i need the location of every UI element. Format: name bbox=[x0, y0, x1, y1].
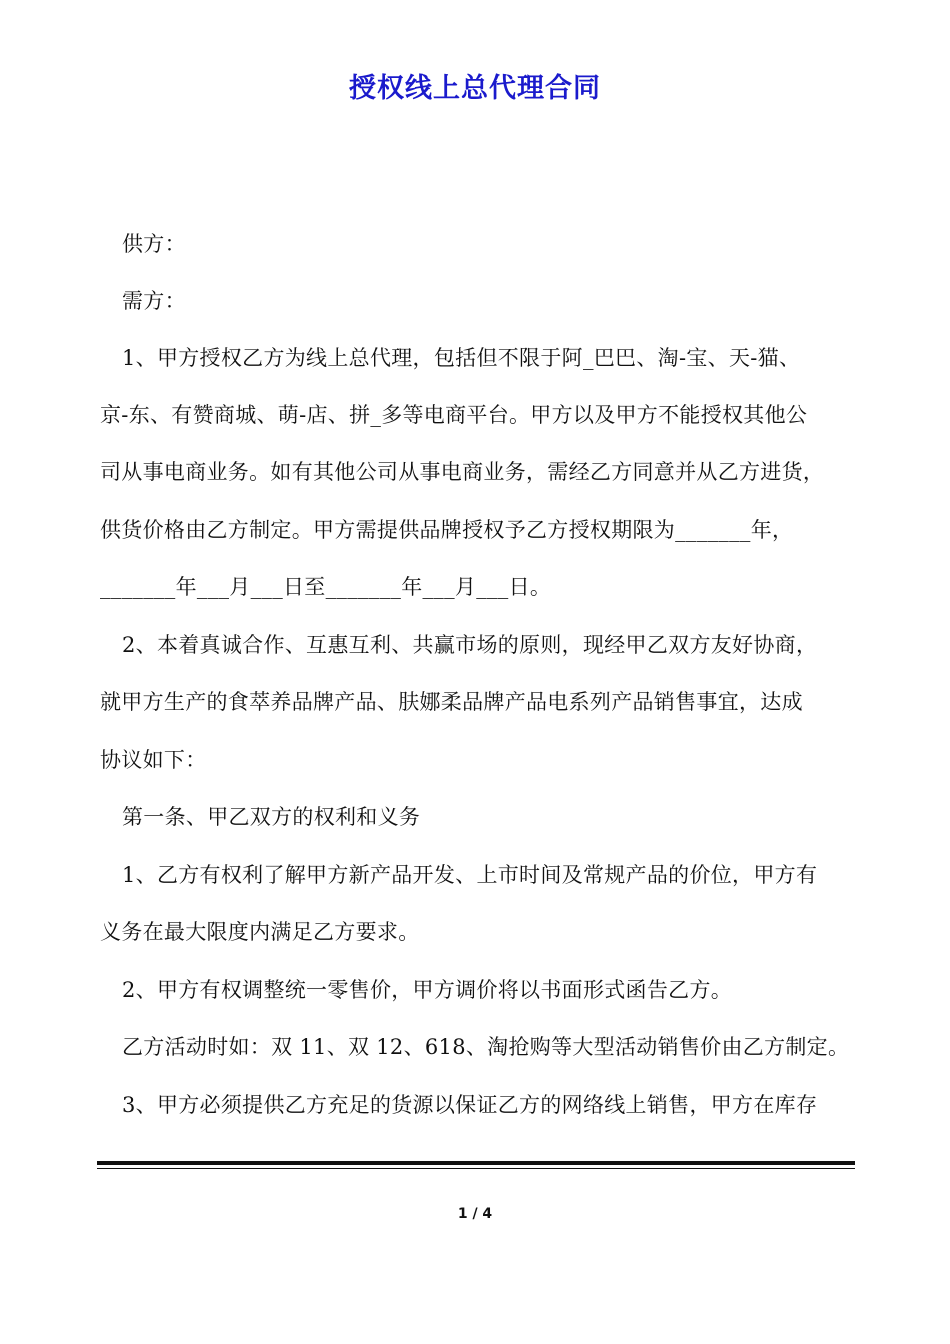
supplier-line: 供方： bbox=[122, 232, 186, 256]
paragraph-line: 2、本着真诚合作、互惠互利、共赢市场的原则，现经甲乙双方友好协商， bbox=[122, 633, 818, 657]
buyer-line: 需方： bbox=[122, 289, 186, 313]
section-heading: 第一条、甲乙双方的权利和义务 bbox=[122, 805, 421, 829]
paragraph-line: _______年___月___日至_______年___月___日。 bbox=[100, 575, 552, 599]
footer-divider bbox=[97, 1161, 855, 1165]
paragraph-line: 就甲方生产的食萃养品牌产品、肤娜柔品牌产品电系列产品销售事宜，达成 bbox=[100, 690, 803, 714]
paragraph-line: 2、甲方有权调整统一零售价，甲方调价将以书面形式函告乙方。 bbox=[122, 978, 733, 1002]
paragraph-line: 1、乙方有权利了解甲方新产品开发、上市时间及常规产品的价位，甲方有 bbox=[122, 863, 818, 887]
paragraph-line: 乙方活动时如：双 11、双 12、618、淘抢购等大型活动销售价由乙方制定。 bbox=[122, 1035, 850, 1059]
footer-divider-thin bbox=[97, 1168, 855, 1169]
paragraph-line: 1、甲方授权乙方为线上总代理，包括但不限于阿_巴巴、淘-宝、天-猫、 bbox=[122, 346, 801, 370]
paragraph-line: 京-东、有赞商城、萌-店、拼_多等电商平台。甲方以及甲方不能授权其他公 bbox=[100, 403, 808, 427]
paragraph-line: 司从事电商业务。如有其他公司从事电商业务，需经乙方同意并从乙方进货， bbox=[100, 460, 825, 484]
paragraph-line: 义务在最大限度内满足乙方要求。 bbox=[100, 920, 420, 944]
page-indicator: 1 / 4 bbox=[457, 1206, 493, 1222]
paragraph-line: 3、甲方必须提供乙方充足的货源以保证乙方的网络线上销售，甲方在库存 bbox=[122, 1093, 818, 1117]
paragraph-line: 供货价格由乙方制定。甲方需提供品牌授权予乙方授权期限为_______年， bbox=[100, 518, 794, 542]
paragraph-line: 协议如下： bbox=[100, 748, 207, 772]
document-title: 授权线上总代理合同 bbox=[349, 73, 601, 104]
